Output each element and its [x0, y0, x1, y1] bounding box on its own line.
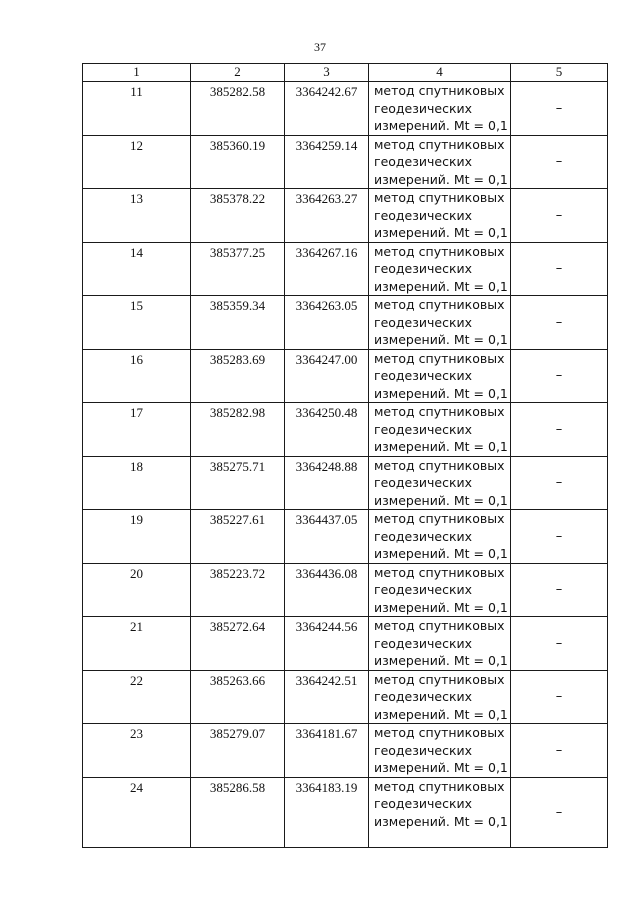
coordinate-x: 385272.64	[191, 617, 285, 671]
coordinate-x: 385378.22	[191, 189, 285, 243]
table-row	[83, 242, 608, 296]
method-line-1: метод спутниковых	[374, 618, 505, 633]
note-dash: –	[511, 617, 608, 671]
point-number: 14	[83, 242, 191, 296]
method-line-1: метод спутниковых	[374, 671, 505, 687]
note-dash: –	[511, 510, 608, 564]
method-line-3: измерений. Mt = 0,1	[374, 385, 508, 401]
note-dash: –	[511, 135, 608, 189]
method-cell	[369, 82, 511, 136]
method-line-1: метод спутниковых	[374, 778, 505, 794]
method-line-1: метод спутниковых	[374, 350, 505, 366]
header-row	[83, 64, 608, 82]
method-line-2: геодезических	[374, 368, 473, 383]
coordinate-x: 385282.58	[191, 82, 285, 136]
point-number: 12	[83, 135, 191, 189]
method-line-2: геодезических	[374, 582, 473, 597]
coordinate-y: 3364247.00	[285, 349, 369, 403]
table-row	[83, 456, 608, 510]
method-line-2: геодезических	[374, 314, 473, 330]
method-line-3: измерений. Mt = 0,1	[374, 599, 508, 615]
point-number: 11	[83, 82, 191, 136]
note-dash: –	[511, 563, 608, 617]
coordinate-x: 385279.07	[191, 724, 285, 778]
coordinate-x: 385227.61	[191, 510, 285, 564]
method-line-1: метод спутниковых	[374, 297, 505, 312]
method-line-2: геодезических	[374, 475, 473, 490]
method-cell	[369, 617, 511, 671]
point-number: 13	[83, 189, 191, 243]
method-line-3: измерений. Mt = 0,1	[374, 706, 508, 722]
coordinate-y: 3364263.05	[285, 296, 369, 350]
method-line-3: измерений. Mt = 0,1	[374, 171, 508, 187]
method-line-3: измерений. Mt = 0,1	[374, 278, 508, 294]
method-line-1: метод спутниковых	[374, 136, 505, 152]
page-number: 37	[314, 40, 326, 54]
note-dash: –	[511, 403, 608, 457]
header-col-1: 1	[83, 64, 191, 82]
point-number: 22	[83, 670, 191, 724]
method-cell	[369, 296, 511, 350]
table-row	[83, 777, 608, 847]
point-number: 24	[83, 777, 191, 847]
point-number: 16	[83, 349, 191, 403]
coordinate-x: 385286.58	[191, 777, 285, 847]
method-cell	[369, 242, 511, 296]
coordinate-y: 3364436.08	[285, 563, 369, 617]
header-col-4: 4	[369, 64, 511, 82]
method-line-2: геодезических	[374, 796, 473, 811]
coordinate-y: 3364248.88	[285, 456, 369, 510]
table-body	[83, 82, 608, 848]
point-number: 20	[83, 563, 191, 617]
method-line-2: геодезических	[374, 207, 473, 223]
method-cell	[369, 189, 511, 243]
method-line-1: метод спутниковых	[374, 725, 505, 740]
coordinate-x: 385360.19	[191, 135, 285, 189]
method-line-3: измерений. Mt = 0,1	[374, 118, 508, 133]
coordinate-x: 385223.72	[191, 563, 285, 617]
coordinate-y: 3364437.05	[285, 510, 369, 564]
table-row	[83, 349, 608, 403]
method-line-2: геодезических	[374, 742, 473, 758]
table-row	[83, 724, 608, 778]
table-row	[83, 563, 608, 617]
coordinate-y: 3364267.16	[285, 242, 369, 296]
method-line-2: геодезических	[374, 261, 473, 276]
note-dash: –	[511, 777, 608, 847]
coordinate-y: 3364183.19	[285, 777, 369, 847]
method-line-1: метод спутниковых	[374, 404, 505, 419]
note-dash: –	[511, 296, 608, 350]
note-dash: –	[511, 724, 608, 778]
note-dash: –	[511, 670, 608, 724]
method-line-1: метод спутниковых	[374, 83, 505, 98]
method-line-1: метод спутниковых	[374, 564, 505, 580]
method-cell	[369, 563, 511, 617]
method-line-3: измерений. Mt = 0,1	[374, 813, 508, 829]
table-row	[83, 617, 608, 671]
header-col-3: 3	[285, 64, 369, 82]
method-line-3: измерений. Mt = 0,1	[374, 653, 508, 668]
method-line-1: метод спутниковых	[374, 190, 505, 205]
table-row	[83, 135, 608, 189]
coordinate-y: 3364250.48	[285, 403, 369, 457]
header-col-2: 2	[191, 64, 285, 82]
point-number: 23	[83, 724, 191, 778]
note-dash: –	[511, 242, 608, 296]
method-line-1: метод спутниковых	[374, 457, 505, 473]
method-line-3: измерений. Mt = 0,1	[374, 492, 508, 508]
point-number: 15	[83, 296, 191, 350]
method-cell	[369, 135, 511, 189]
method-line-3: измерений. Mt = 0,1	[374, 439, 508, 454]
method-line-3: измерений. Mt = 0,1	[374, 760, 508, 775]
point-number: 17	[83, 403, 191, 457]
coordinate-x: 385263.66	[191, 670, 285, 724]
coordinates-table	[82, 63, 608, 848]
note-dash: –	[511, 456, 608, 510]
note-dash: –	[511, 82, 608, 136]
method-cell	[369, 349, 511, 403]
method-line-2: геодезических	[374, 100, 473, 116]
note-dash: –	[511, 349, 608, 403]
coordinate-y: 3364181.67	[285, 724, 369, 778]
method-cell	[369, 670, 511, 724]
method-line-2: геодезических	[374, 689, 473, 704]
method-line-1: метод спутниковых	[374, 243, 505, 259]
header-col-5: 5	[511, 64, 608, 82]
method-line-2: геодезических	[374, 528, 473, 544]
method-line-2: геодезических	[374, 635, 473, 651]
coordinate-y: 3364242.67	[285, 82, 369, 136]
coordinate-x: 385283.69	[191, 349, 285, 403]
method-line-2: геодезических	[374, 154, 473, 169]
coordinate-x: 385282.98	[191, 403, 285, 457]
method-cell	[369, 510, 511, 564]
coordinate-y: 3364242.51	[285, 670, 369, 724]
note-dash: –	[511, 189, 608, 243]
table-row	[83, 510, 608, 564]
method-line-3: измерений. Mt = 0,1	[374, 546, 508, 561]
method-cell	[369, 777, 511, 847]
method-cell	[369, 456, 511, 510]
coordinate-x: 385359.34	[191, 296, 285, 350]
point-number: 18	[83, 456, 191, 510]
table-row	[83, 296, 608, 350]
method-line-3: измерений. Mt = 0,1	[374, 225, 508, 240]
method-line-1: метод спутниковых	[374, 511, 505, 526]
coordinate-y: 3364244.56	[285, 617, 369, 671]
coordinate-y: 3364259.14	[285, 135, 369, 189]
table-row	[83, 189, 608, 243]
method-line-3: измерений. Mt = 0,1	[374, 332, 508, 347]
coordinate-y: 3364263.27	[285, 189, 369, 243]
table-row	[83, 82, 608, 136]
method-cell	[369, 724, 511, 778]
coordinate-x: 385275.71	[191, 456, 285, 510]
table-row	[83, 403, 608, 457]
method-cell	[369, 403, 511, 457]
table-row	[83, 670, 608, 724]
coordinate-x: 385377.25	[191, 242, 285, 296]
method-line-2: геодезических	[374, 421, 473, 437]
point-number: 21	[83, 617, 191, 671]
point-number: 19	[83, 510, 191, 564]
